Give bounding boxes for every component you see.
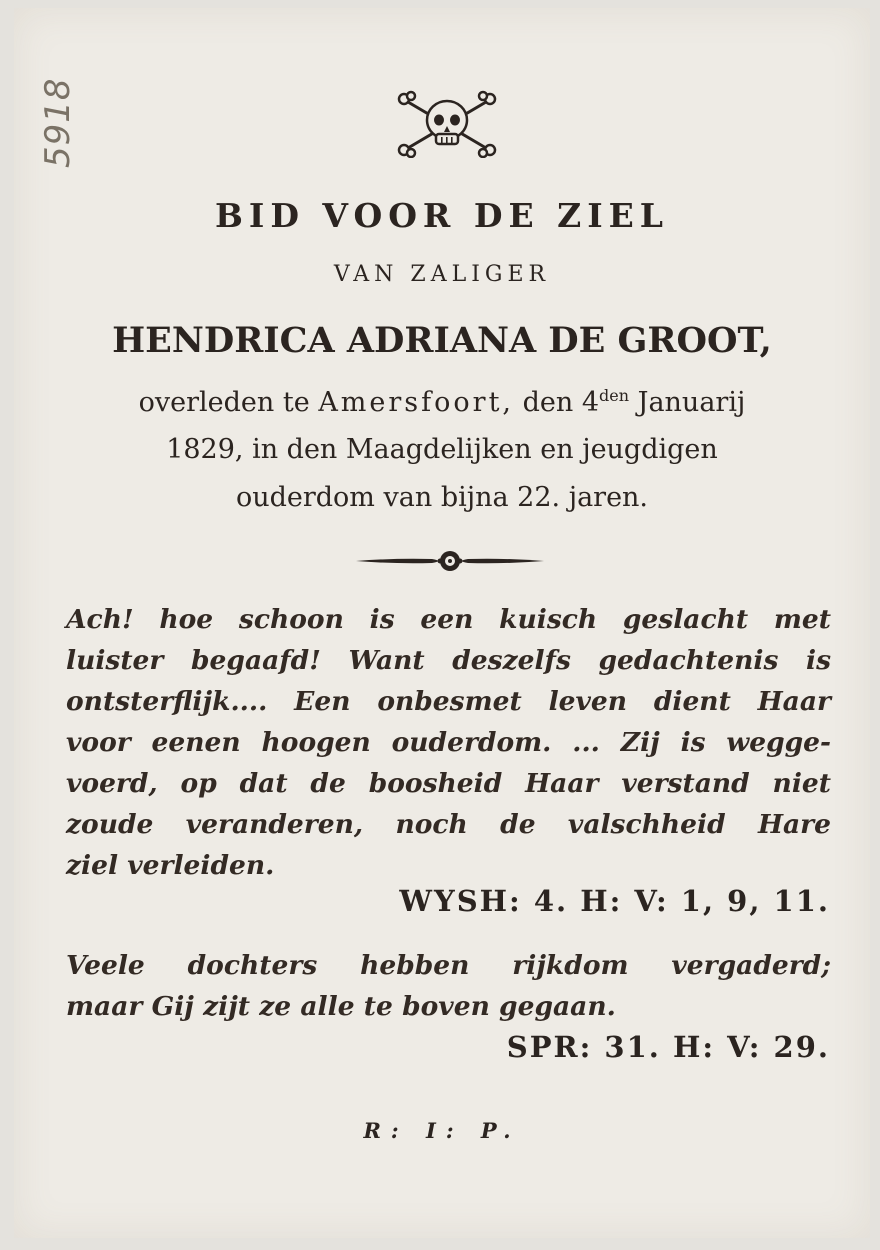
death-details-line-1 <box>14 386 870 418</box>
verse-line: Veele dochters hebben rijkdom vergaderd; <box>66 950 831 981</box>
skull-and-crossbones-icon <box>394 90 500 158</box>
deceased-name: HENDRICA ADRIANA DE GROOT, <box>112 320 772 361</box>
verse-line: Ach! hoe schoon is een kuisch geslacht met <box>66 604 831 635</box>
death-month: Januarij <box>637 387 746 418</box>
ornament-divider-icon <box>354 548 546 574</box>
verse-line: ontsterflijk.... Een onbesmet leven dient Haar <box>66 686 831 717</box>
death-details-line-2: 1829, in den Maagdelijken en jeugdigen <box>166 434 718 465</box>
verse-line: maar Gij zijt ze alle te boven gegaan. <box>66 991 616 1022</box>
scripture-reference: WYSH: 4. H: V: 1, 9, 11. <box>399 884 830 918</box>
verse-line: ziel verleiden. <box>66 850 275 881</box>
verse-line: voerd, op dat de boosheid Haar verstand niet <box>66 768 831 799</box>
date-ordinal: den <box>599 386 630 405</box>
death-details-text: overleden te <box>138 387 310 418</box>
handwritten-archive-number: 5918 <box>38 77 78 168</box>
verse-line: zoude veranderen, noch de valschheid Hare <box>66 809 831 840</box>
verse-line: voor eenen hoogen ouderdom. ... Zij is wegge- <box>66 727 831 758</box>
closing-rip: R: I: P. <box>363 1118 521 1143</box>
death-details-line-3: ouderdom van bijna 22. jaren. <box>235 482 649 513</box>
memorial-card <box>14 8 870 1238</box>
death-place: Amersfoort, <box>318 387 514 418</box>
card-subtitle: VAN ZALIGER <box>333 262 551 287</box>
death-details-text: den 4 <box>522 387 600 418</box>
scripture-reference: SPR: 31. H: V: 29. <box>506 1030 830 1064</box>
card-title: BID VOOR DE ZIEL <box>214 196 669 235</box>
verse-line: luister begaafd! Want deszelfs gedachtenis is <box>66 645 831 676</box>
